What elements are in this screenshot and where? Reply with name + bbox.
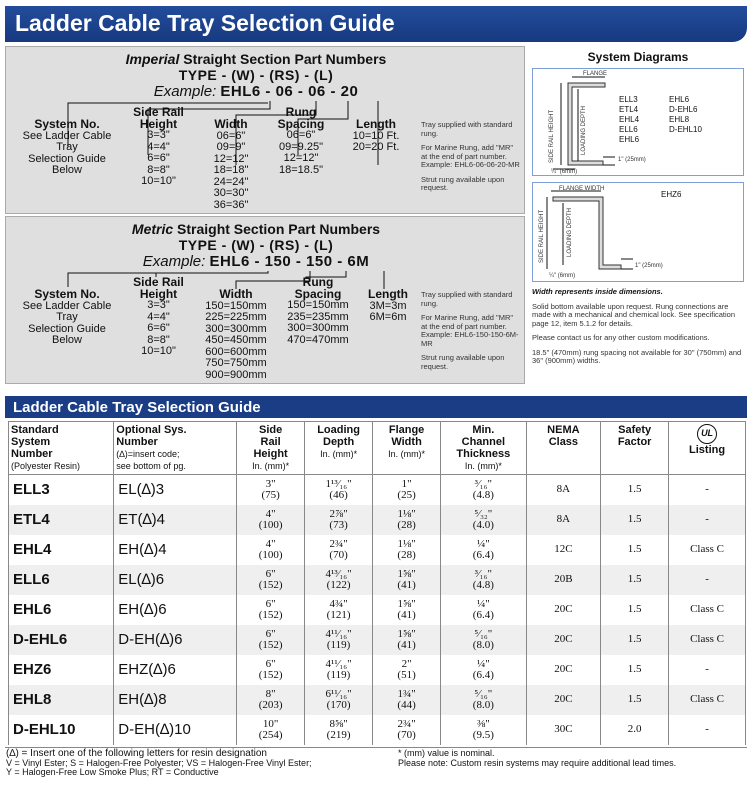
ehz6-side-label: SIDE RAIL HEIGHT xyxy=(539,209,545,263)
col-value: Selection Guide Below xyxy=(28,322,106,346)
loading-depth: 6¹¹⁄₁₆" (170) xyxy=(305,685,373,715)
metric-col-rung: Rung Spacing 150=150mm 235=235mm 300=300mm 470=470mm xyxy=(278,277,358,346)
col-value: 18=18" xyxy=(213,164,249,176)
ladder-systems-list: ELL3 EHL6 ETL4 D-EHL6 EHL4 EHL8 ELL6 D-EHL10 EHL6 xyxy=(619,95,702,144)
loading-depth: 4¹¹⁄₁₆" (119) xyxy=(305,625,373,655)
width-note: Width represents inside dimensions. xyxy=(532,287,663,296)
col-value: 09=9.25" xyxy=(279,140,323,153)
standard-system: EHZ6 xyxy=(9,655,114,685)
metric-notes: Tray supplied with standard rung. For Marine Rung, add "MR" at the end of part number. Example: EHL6-150-150-6M-MR Strut rung available upon request. xyxy=(421,290,519,371)
nema-class: 20C xyxy=(526,655,601,685)
optional-system: EHZ(∆)6 xyxy=(114,655,237,685)
channel-thickness: ⁵⁄₃₂" (4.0) xyxy=(441,505,527,535)
col-value: 235=235mm xyxy=(287,310,349,323)
col-value: See Ladder Cable Tray xyxy=(22,129,112,153)
safety-factor: 1.5 xyxy=(601,625,669,655)
standard-system: EHL8 xyxy=(9,685,114,715)
table-row xyxy=(9,655,746,685)
col-value: 36=36" xyxy=(213,198,249,211)
rail-height: 6" (152) xyxy=(237,625,305,655)
optional-system: D-EH(∆)10 xyxy=(114,715,237,745)
imperial-col-width: Width 06=6" 09=9" 12=12" 18=18" 24=24" 30=30" 36=36" xyxy=(201,119,261,211)
ehz6-profile-drawing xyxy=(533,183,743,281)
channel-thickness: ¼" (6.4) xyxy=(441,655,527,685)
col-value: 30=30" xyxy=(213,187,249,199)
standard-system: ELL3 xyxy=(9,475,114,505)
nema-class: 20C xyxy=(526,595,601,625)
rail-height: 10" (254) xyxy=(237,715,305,745)
metric-example: Example: EHL6 - 150 - 150 - 6M xyxy=(142,253,370,270)
standard-system: EHL6 xyxy=(9,595,114,625)
col-rail-height: Side Rail Height In. (mm)* xyxy=(237,422,305,475)
col-value: 470=470mm xyxy=(287,333,349,346)
col-value: 18=18.5" xyxy=(279,163,323,176)
col-value: Selection Guide Below xyxy=(28,152,106,176)
ul-icon: UL xyxy=(697,424,717,444)
rail-height: 4" (100) xyxy=(237,535,305,565)
ladder-dim1: 1" (25mm) xyxy=(618,157,646,163)
channel-thickness: ³⁄₁₆" (4.8) xyxy=(441,475,527,505)
diagram-ehz6 xyxy=(532,182,744,282)
channel-thickness: ⅜" (9.5) xyxy=(441,715,527,745)
table-row xyxy=(9,625,746,655)
diagrams-section xyxy=(532,50,744,372)
ehz6-dim2: ¼" (6mm) xyxy=(549,273,576,279)
col-value: 24=24" xyxy=(213,175,249,188)
col-value: 3M=3m xyxy=(369,299,407,312)
ladder-dim2: ¼" (6mm) xyxy=(551,169,578,175)
col-value: 4=4" xyxy=(147,140,170,153)
listing: - xyxy=(669,655,746,685)
col-value: 3=3" xyxy=(147,129,170,141)
diagram-ladder xyxy=(532,68,744,176)
col-value: 450=450mm xyxy=(205,334,267,346)
listing: Class C xyxy=(669,535,746,565)
selection-guide-bar xyxy=(5,396,747,418)
rail-height: 4" (100) xyxy=(237,505,305,535)
channel-thickness: ⁵⁄₁₆" (8.0) xyxy=(441,685,527,715)
safety-factor: 1.5 xyxy=(601,655,669,685)
standard-system: ETL4 xyxy=(9,505,114,535)
metric-col-rail: Side Rail Height 3=3" 4=4" 6=6" 8=8" 10=10" xyxy=(121,277,196,358)
footer-notes: * (mm) value is nominal. Please note: Custom resin systems may require additional lead times. xyxy=(398,748,677,768)
imperial-col-length: Length 10=10 Ft. 20=20 Ft. xyxy=(341,119,411,154)
col-loading-depth: Loading Depth In. (mm)* xyxy=(305,422,373,475)
col-value: 6=6" xyxy=(147,152,170,164)
metric-title: Metric Straight Section Part Numbers xyxy=(131,221,381,237)
table-header-row xyxy=(9,422,746,475)
loading-depth: 1¹³⁄₁₆" (46) xyxy=(305,475,373,505)
listing: - xyxy=(669,505,746,535)
col-value: 09=9" xyxy=(216,141,246,153)
listing: - xyxy=(669,565,746,595)
channel-thickness: ³⁄₁₆" (4.8) xyxy=(441,565,527,595)
col-value: 150=150mm xyxy=(205,299,267,312)
table-row xyxy=(9,565,746,595)
col-value: 10=10" xyxy=(141,345,176,357)
listing: - xyxy=(669,475,746,505)
ladder-side-label: SIDE RAIL HEIGHT xyxy=(549,109,555,163)
nema-class: 20C xyxy=(526,625,601,655)
listing: - xyxy=(669,715,746,745)
col-listing: UL Listing xyxy=(669,422,746,475)
col-value: 300=300mm xyxy=(205,322,267,335)
nema-class: 20B xyxy=(526,565,601,595)
col-value: 8=8" xyxy=(147,333,170,346)
loading-depth: 2⅞" (73) xyxy=(305,505,373,535)
diagram-notes: Width represents inside dimensions. Solid bottom available upon request. Rung connections are made with a mechanical and chemical lock. See specification page 12, item 5.1.2 for details. Please contact us for any other custom modifications. 18.5" (470mm) rung spacing not available for 30" (750mm) and 36" (900mm) widths. xyxy=(532,288,744,366)
col-value: 750=750mm xyxy=(205,357,267,369)
table-row xyxy=(9,715,746,745)
imperial-title: Imperial Straight Section Part Numbers xyxy=(125,51,387,67)
ehz6-label: EHZ6 xyxy=(661,190,682,199)
optional-system: EL(∆)3 xyxy=(114,475,237,505)
col-value: 225=225mm xyxy=(205,311,267,323)
rail-height: 6" (152) xyxy=(237,565,305,595)
standard-system: D-EHL10 xyxy=(9,715,114,745)
metric-col-width: Width 150=150mm 225=225mm 300=300mm 450=450mm 600=600mm 750=750mm 900=900mm xyxy=(196,289,276,381)
ehz6-flange-label: FLANGE WIDTH xyxy=(559,186,605,192)
safety-factor: 2.0 xyxy=(601,715,669,745)
optional-system: D-EH(∆)6 xyxy=(114,625,237,655)
loading-depth: 4¹³⁄₁₆" (122) xyxy=(305,565,373,595)
nema-class: 8A xyxy=(526,475,601,505)
nema-class: 8A xyxy=(526,505,601,535)
col-value: 12=12" xyxy=(283,152,319,164)
ladder-load-label: LOADING DEPTH xyxy=(581,105,587,155)
col-value: 6=6" xyxy=(147,322,170,334)
imperial-example: Example: EHL6 - 06 - 06 - 20 xyxy=(153,83,359,100)
ehz6-dim1: 1" (25mm) xyxy=(635,263,663,269)
flange-width: 2¾" (70) xyxy=(373,715,441,745)
rail-height: 6" (152) xyxy=(237,595,305,625)
flange-width: 2" (51) xyxy=(373,655,441,685)
flange-width: 1⅝" (41) xyxy=(373,595,441,625)
loading-depth: 4¹¹⁄₁₆" (119) xyxy=(305,655,373,685)
col-value: 300=300mm xyxy=(287,322,349,334)
metric-code: TYPE - (W) - (RS) - (L) xyxy=(178,237,334,253)
col-value: 900=900mm xyxy=(205,368,267,381)
rail-height: 8" (203) xyxy=(237,685,305,715)
table-row xyxy=(9,535,746,565)
ladder-flange-label: FLANGE xyxy=(583,71,608,77)
rail-height: 6" (152) xyxy=(237,655,305,685)
col-flange-width: Flange Width In. (mm)* xyxy=(373,422,441,475)
nema-class: 30C xyxy=(526,715,601,745)
col-optional: Optional Sys. Number (∆)=insert code; see bottom of pg. xyxy=(114,422,237,475)
page-title: Ladder Cable Tray Selection Guide xyxy=(15,10,395,36)
rail-height: 3" (75) xyxy=(237,475,305,505)
optional-system: EH(∆)6 xyxy=(114,595,237,625)
metric-panel xyxy=(5,216,525,384)
table-row xyxy=(9,685,746,715)
col-value: 12=12" xyxy=(213,152,249,165)
listing: Class C xyxy=(669,595,746,625)
col-value: 06=6" xyxy=(286,129,316,141)
imperial-notes: Tray supplied with standard rung. For Marine Rung, add "MR" at the end of part number. Example: EHL6-06-06-20-MR Strut rung available upon request. xyxy=(421,120,520,192)
flange-width: 1⅛" (28) xyxy=(373,535,441,565)
table-row xyxy=(9,595,746,625)
selection-table xyxy=(8,421,746,745)
col-value: 4=4" xyxy=(147,310,170,323)
col-standard: Standard System Number (Polyester Resin) xyxy=(9,422,114,475)
channel-thickness: ⁵⁄₁₆" (8.0) xyxy=(441,625,527,655)
optional-system: EH(∆)8 xyxy=(114,685,237,715)
optional-system: ET(∆)4 xyxy=(114,505,237,535)
imperial-code: TYPE - (W) - (RS) - (L) xyxy=(178,67,334,83)
flange-width: 1⅝" (41) xyxy=(373,625,441,655)
safety-factor: 1.5 xyxy=(601,535,669,565)
diagrams-title: System Diagrams xyxy=(587,50,689,64)
col-safety: Safety Factor xyxy=(601,422,669,475)
imperial-col-system: System No. See Ladder Cable Tray Selection Guide Below xyxy=(22,117,112,176)
flange-width: 1⅛" (28) xyxy=(373,505,441,535)
col-value: 06=6" xyxy=(216,129,246,142)
imperial-col-rung: Rung Spacing 06=6" 09=9.25" 12=12" 18=18.5" xyxy=(266,107,336,176)
standard-system: D-EHL6 xyxy=(9,625,114,655)
ehz6-load-label: LOADING DEPTH xyxy=(567,207,573,257)
safety-factor: 1.5 xyxy=(601,685,669,715)
loading-depth: 8⅝" (219) xyxy=(305,715,373,745)
safety-factor: 1.5 xyxy=(601,565,669,595)
col-value: 150=150mm xyxy=(287,299,349,311)
col-value: 10=10 Ft. xyxy=(352,129,400,142)
nema-class: 20C xyxy=(526,685,601,715)
loading-depth: 4¾" (121) xyxy=(305,595,373,625)
resin-key-title: (∆) = Insert one of the following letters for resin designation xyxy=(6,748,267,759)
col-value: 10=10" xyxy=(141,175,176,187)
flange-width: 1¾" (44) xyxy=(373,685,441,715)
page-banner xyxy=(5,6,747,42)
col-value: 6M=6m xyxy=(369,311,407,323)
footer-resin-key: (∆) = Insert one of the following letters for resin designation V = Vinyl Ester; S = Halogen-Free Polyester; VS = Halogen-Free Vinyl Ester; Y = Halogen-Free Low Smoke Plus; RT = Conductive xyxy=(6,749,386,778)
channel-thickness: ¼" (6.4) xyxy=(441,535,527,565)
channel-thickness: ¼" (6.4) xyxy=(441,595,527,625)
metric-col-length: Length 3M=3m 6M=6m xyxy=(358,289,418,324)
col-value: 20=20 Ft. xyxy=(352,141,400,153)
col-nema: NEMA Class xyxy=(526,422,601,475)
table-row xyxy=(9,475,746,505)
imperial-panel xyxy=(5,46,525,214)
optional-system: EH(∆)4 xyxy=(114,535,237,565)
flange-width: 1" (25) xyxy=(373,475,441,505)
col-value: 600=600mm xyxy=(205,345,267,358)
col-channel-thickness: Min. Channel Thickness In. (mm)* xyxy=(441,422,527,475)
selection-guide-title: Ladder Cable Tray Selection Guide xyxy=(13,399,261,416)
safety-factor: 1.5 xyxy=(601,505,669,535)
optional-system: EL(∆)6 xyxy=(114,565,237,595)
col-value: 3=3" xyxy=(147,299,170,311)
flange-width: 1⅝" (41) xyxy=(373,565,441,595)
col-value: See Ladder Cable Tray xyxy=(22,299,112,323)
col-value: 8=8" xyxy=(147,163,170,176)
listing: Class C xyxy=(669,625,746,655)
safety-factor: 1.5 xyxy=(601,475,669,505)
imperial-col-rail: Side Rail Height 3=3" 4=4" 6=6" 8=8" 10=10" xyxy=(121,107,196,188)
nema-class: 12C xyxy=(526,535,601,565)
listing: Class C xyxy=(669,685,746,715)
table-row xyxy=(9,505,746,535)
loading-depth: 2¾" (70) xyxy=(305,535,373,565)
safety-factor: 1.5 xyxy=(601,595,669,625)
metric-col-system: System No. See Ladder Cable Tray Selection Guide Below xyxy=(22,287,112,346)
standard-system: ELL6 xyxy=(9,565,114,595)
standard-system: EHL4 xyxy=(9,535,114,565)
